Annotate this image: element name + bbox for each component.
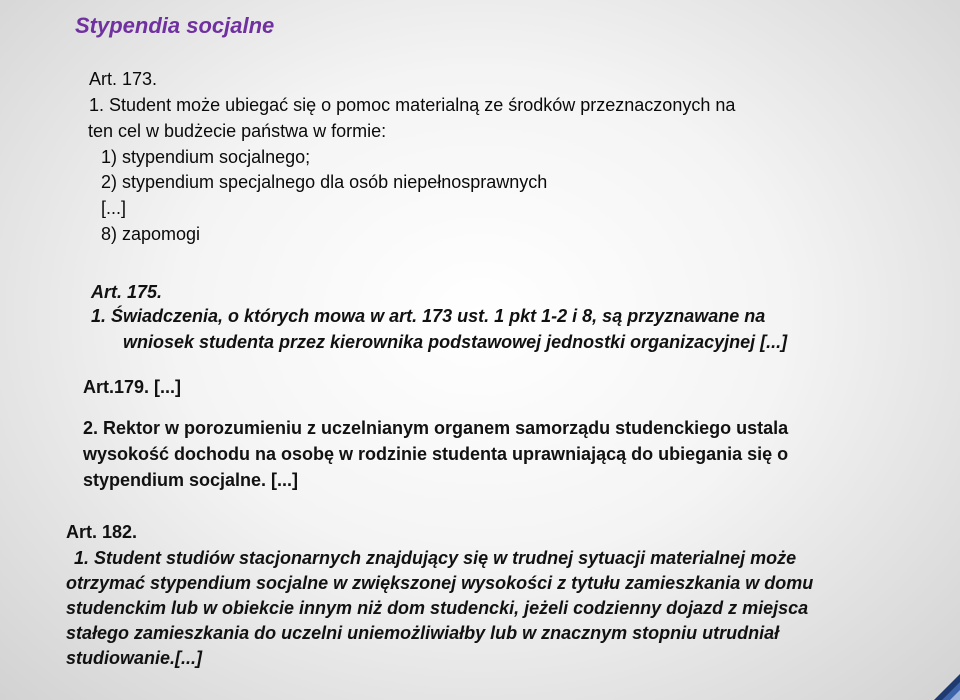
art-175-line-2: wniosek studenta przez kierownika podstawowej jednostki organizacyjnej [...] [123, 332, 788, 352]
art-175-heading: Art. 175. [91, 282, 163, 302]
art-173-line-1: 1. Student może ubiegać się o pomoc materialną ze środków przeznaczonych na [89, 95, 736, 115]
art-173-heading: Art. 173. [89, 69, 158, 89]
art-182-line-4: stałego zamieszkania do uczelni uniemożliwiałby lub w znacznym stopniu utrudniał [66, 623, 780, 643]
art-173-line-2: ten cel w budżecie państwa w formie: [88, 121, 387, 141]
art-173-item-1: 1) stypendium socjalnego; [101, 147, 311, 167]
art-182-line-5: studiowanie.[...] [66, 648, 203, 668]
art-173-item-2: 2) stypendium specjalnego dla osób niepełnosprawnych [101, 172, 548, 192]
art-179-line-2: wysokość dochodu na osobę w rodzinie studenta uprawniającą do ubiegania się o [83, 444, 789, 464]
art-179-line-3: stypendium socjalne. [...] [83, 470, 299, 490]
corner-logo-icon [930, 674, 960, 700]
art-179-line-1: 2. Rektor w porozumieniu z uczelnianym organem samorządu studenckiego ustala [83, 418, 789, 438]
art-173-ellipsis: [...] [101, 198, 127, 218]
art-179-heading: Art.179. [...] [83, 377, 182, 397]
art-173-item-8: 8) zapomogi [101, 224, 201, 244]
art-182-line-1: 1. Student studiów stacjonarnych znajdujący się w trudnej sytuacji materialnej może [74, 548, 797, 568]
art-175-line-1: 1. Świadczenia, o których mowa w art. 173 ust. 1 pkt 1-2 i 8, są przyznawane na [91, 306, 766, 326]
art-182-heading: Art. 182. [66, 522, 138, 542]
art-182-line-3: studenckim lub w obiekcie innym niż dom studencki, jeżeli codzienny dojazd z miejsca [66, 598, 809, 618]
page-title: Stypendia socjalne [75, 13, 275, 38]
art-182-line-2: otrzymać stypendium socjalne w zwiększonej wysokości z tytułu zamieszkania w domu [66, 573, 814, 593]
